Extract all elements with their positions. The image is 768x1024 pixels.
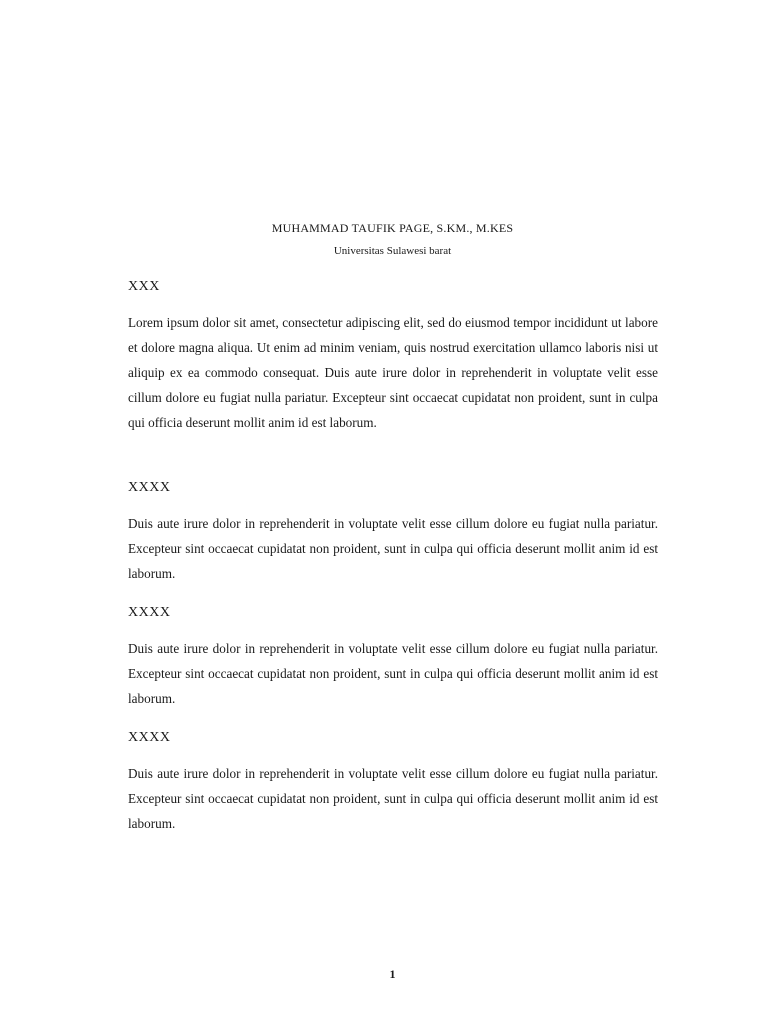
section-paragraph: Duis aute irure dolor in reprehenderit in voluptate velit esse cillum dolore eu fugiat nulla pariatur. Excepteur sint occaecat cupidatat non proident, sunt in culpa qui officia deserunt mollit anim id est laborum. <box>128 641 658 706</box>
section-paragraph: Lorem ipsum dolor sit amet, consectetur adipiscing elit, sed do eiusmod tempor incididunt ut labore et dolore magna aliqua. Ut enim ad minim veniam, quis nostrud exercitation ullamco laboris nisi ut aliquip ex ea commodo consequat. Duis aute irure dolor in reprehenderit in voluptate velit esse cillum dolore eu fugiat nulla pariatur. Excepteur sint occaecat cupidatat non proident, sunt in culpa qui officia deserunt mollit anim id est laborum. <box>128 315 658 430</box>
section-heading: XXXX <box>128 605 171 620</box>
section-heading: XXX <box>128 279 160 294</box>
section-heading: XXXX <box>128 730 171 745</box>
section-paragraph: Duis aute irure dolor in reprehenderit in voluptate velit esse cillum dolore eu fugiat nulla pariatur. Excepteur sint occaecat cupidatat non proident, sunt in culpa qui officia deserunt mollit anim id est laborum. <box>128 516 658 581</box>
section-3 <box>128 604 658 711</box>
author-affiliation: Universitas Sulawesi barat <box>333 245 452 257</box>
section-heading: XXXX <box>128 480 171 495</box>
section-1 <box>128 278 658 435</box>
section-2 <box>128 479 658 586</box>
section-4 <box>128 729 658 836</box>
page-number: 1 <box>389 967 396 981</box>
author-name: MUHAMMAD TAUFIK PAGE, S.KM., M.KES <box>271 221 514 235</box>
section-paragraph: Duis aute irure dolor in reprehenderit in voluptate velit esse cillum dolore eu fugiat nulla pariatur. Excepteur sint occaecat cupidatat non proident, sunt in culpa qui officia deserunt mollit anim id est laborum. <box>128 766 658 831</box>
